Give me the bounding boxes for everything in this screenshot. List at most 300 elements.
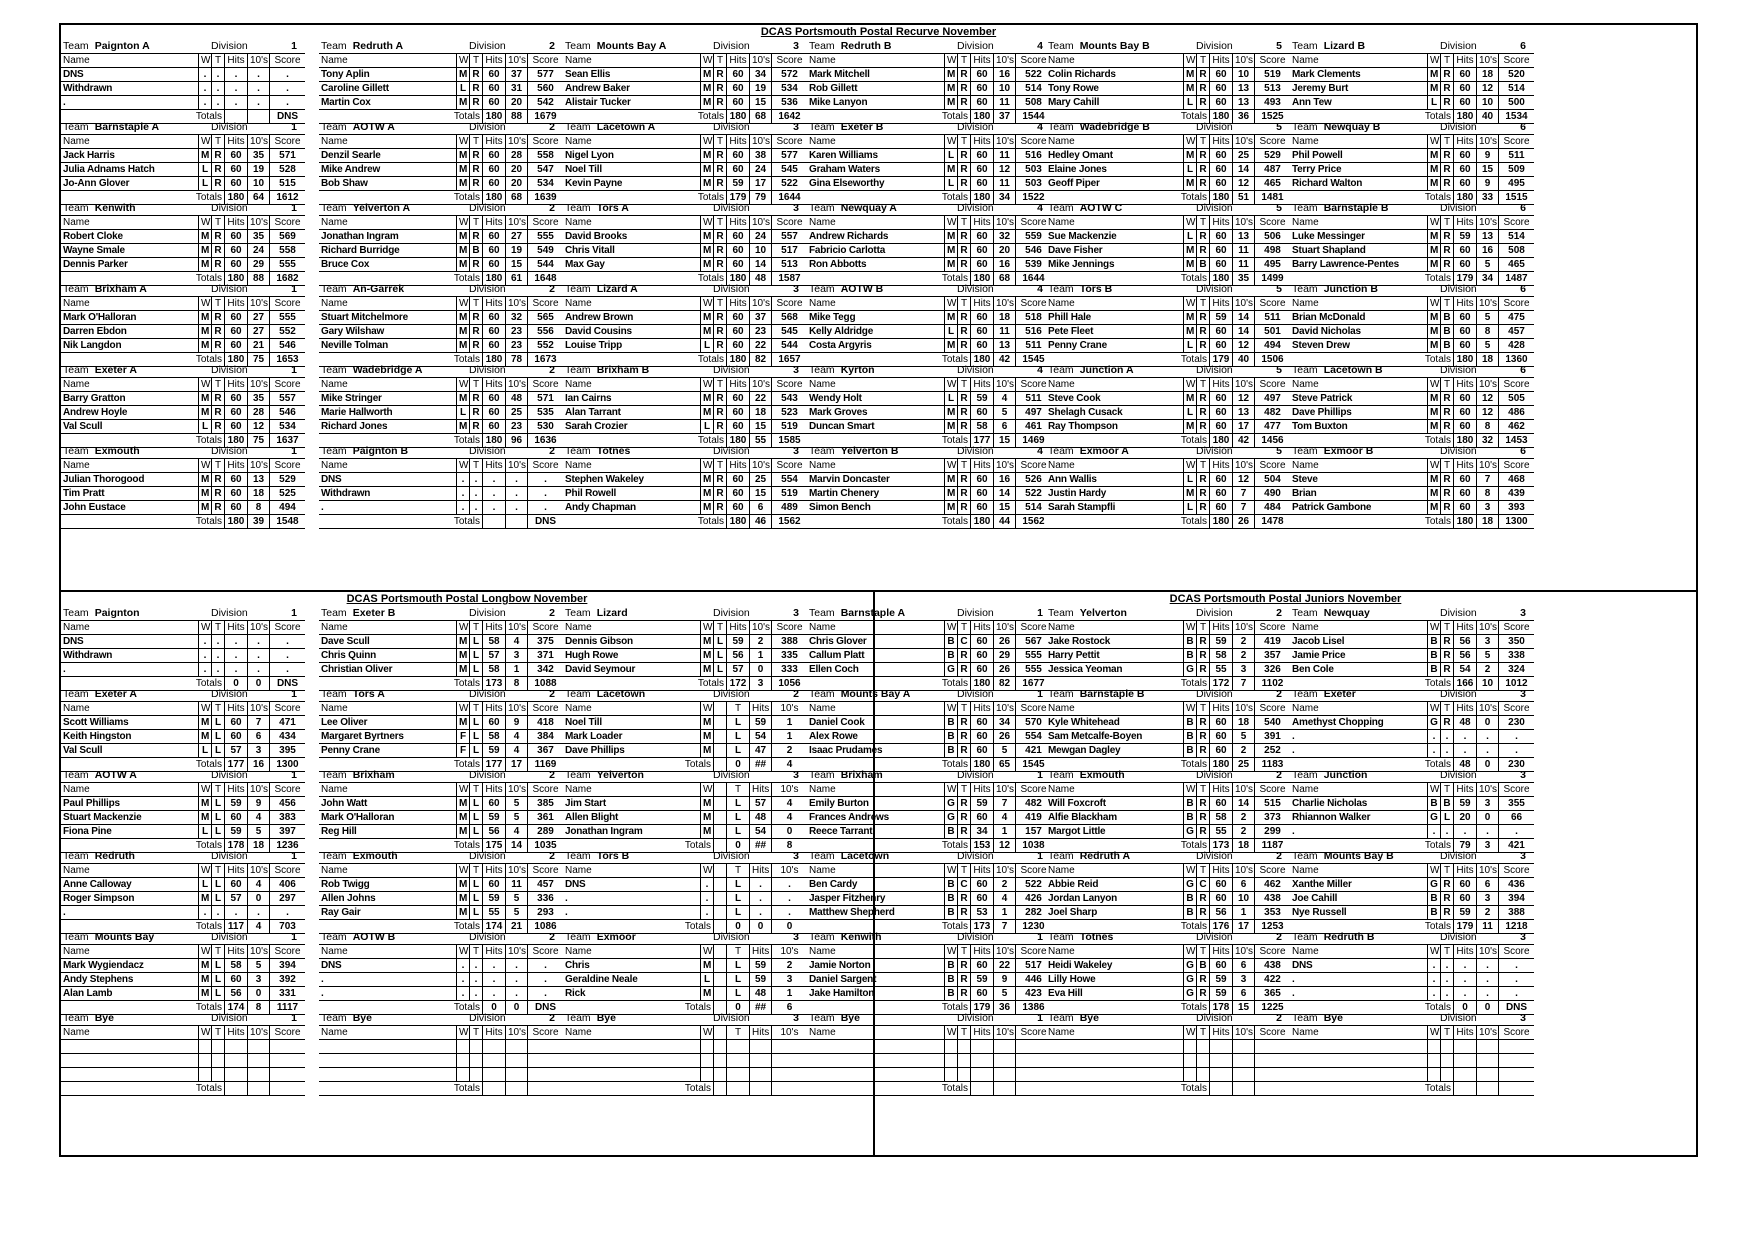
- score-cell: L: [198, 163, 211, 176]
- score-cell: 60: [970, 163, 993, 176]
- total-value: 65: [993, 758, 1015, 771]
- score-cell: G: [1427, 878, 1440, 891]
- score-cell: 60: [482, 96, 505, 109]
- team-score-table: [61, 782, 305, 853]
- score-cell: 59: [970, 973, 993, 986]
- team-header: [1290, 1012, 1534, 1025]
- score-cell: M: [198, 797, 211, 810]
- score-cell: 406: [269, 878, 305, 891]
- score-cell: 59: [1209, 973, 1232, 986]
- team-label: Team: [1292, 607, 1318, 619]
- archer-row: [319, 878, 563, 892]
- total-value: [482, 515, 505, 528]
- score-cell: 572: [771, 68, 807, 81]
- score-cell: [456, 1054, 469, 1067]
- table-header-row: [563, 621, 807, 635]
- team-score-table: [807, 1025, 1051, 1096]
- score-col-header: Score: [269, 783, 305, 796]
- score-cell: 494: [1254, 339, 1290, 352]
- archer-name: .: [321, 974, 324, 985]
- division-number: 2: [1276, 931, 1282, 943]
- archer-row: [807, 473, 1051, 487]
- name-col-header: Name: [565, 136, 592, 147]
- total-value: 180: [726, 434, 749, 447]
- hits-col-header: Hits: [970, 783, 993, 796]
- score-cell: [700, 1054, 713, 1067]
- score-cell: R: [469, 149, 482, 162]
- score-cell: L: [198, 744, 211, 757]
- t-col-header: T: [726, 783, 749, 796]
- archer-name: Chris: [565, 960, 590, 971]
- name-col-header: Name: [1292, 622, 1319, 633]
- score-cell: .: [1440, 959, 1453, 972]
- table-header-row: [563, 378, 807, 392]
- score-cell: [993, 1068, 1015, 1081]
- score-cell: R: [957, 325, 970, 338]
- team-block: [807, 607, 1051, 691]
- archer-name: .: [63, 907, 66, 918]
- total-value: 421: [1498, 839, 1534, 852]
- score-cell: 60: [726, 82, 749, 95]
- score-cell: R: [1440, 149, 1453, 162]
- score-cell: 4: [505, 635, 527, 648]
- t-col-header: T: [713, 378, 726, 391]
- archer-row: [1290, 987, 1534, 1001]
- total-value: [713, 1082, 726, 1095]
- archer-row: [319, 325, 563, 339]
- name-col-header: Name: [1048, 136, 1075, 147]
- team-header: [1290, 607, 1534, 620]
- team-score-table: [1046, 620, 1290, 691]
- score-cell: 23: [749, 325, 771, 338]
- score-cell: 60: [1209, 325, 1232, 338]
- score-cell: 60: [482, 406, 505, 419]
- team-label: Team: [321, 688, 347, 700]
- score-cell: 519: [771, 420, 807, 433]
- total-value: 8: [505, 677, 527, 690]
- total-value: 16: [247, 758, 269, 771]
- score-cell: 21: [247, 339, 269, 352]
- tens-col-header: 10's: [505, 945, 527, 958]
- score-col-header: Score: [1498, 378, 1534, 391]
- team-block: [563, 121, 807, 205]
- total-value: 179: [726, 191, 749, 204]
- score-cell: 419: [1254, 635, 1290, 648]
- team-score-table: [319, 863, 563, 934]
- archer-row: [807, 878, 1051, 892]
- score-cell: 60: [970, 501, 993, 514]
- team-block: [563, 607, 807, 691]
- archer-name: .: [1292, 731, 1295, 742]
- archer-row: [61, 68, 305, 82]
- total-value: 177: [482, 758, 505, 771]
- score-cell: 504: [1254, 473, 1290, 486]
- score-cell: M: [198, 244, 211, 257]
- score-cell: L: [469, 744, 482, 757]
- team-name: Redruth: [94, 850, 135, 862]
- hits-col-header: Hits: [482, 864, 505, 877]
- score-cell: 500: [1498, 96, 1534, 109]
- division-label: Division: [713, 850, 750, 862]
- score-cell: 501: [1254, 325, 1290, 338]
- w-col-header: W: [1183, 1026, 1196, 1039]
- team-name: Exeter A: [94, 364, 137, 376]
- archer-name: Martin Cox: [321, 97, 371, 108]
- table-header-row: [807, 378, 1051, 392]
- name-col-header: Name: [63, 865, 90, 876]
- totals-label: Totals: [1180, 1002, 1207, 1013]
- total-value: 1169: [527, 758, 563, 771]
- score-cell: M: [1427, 325, 1440, 338]
- score-cell: 29: [993, 649, 1015, 662]
- score-cell: R: [469, 230, 482, 243]
- score-cell: .: [211, 82, 224, 95]
- team-score-table: [1046, 782, 1290, 853]
- score-cell: .: [482, 501, 505, 514]
- score-col-header: Score: [1498, 864, 1534, 877]
- archer-name: Tony Rowe: [1048, 83, 1099, 94]
- division-number: 1: [291, 121, 297, 133]
- tens-col-header: 10's: [247, 783, 269, 796]
- archer-name: Julia Adnams Hatch: [63, 164, 155, 175]
- score-cell: 59: [482, 744, 505, 757]
- name-col-header: Name: [321, 703, 348, 714]
- score-cell: 58: [482, 635, 505, 648]
- total-value: 34: [1476, 272, 1498, 285]
- name-col-header: Name: [1292, 1027, 1319, 1038]
- name-col-header: Name: [1292, 460, 1319, 471]
- score-cell: 13: [1232, 96, 1254, 109]
- total-value: 180: [1453, 515, 1476, 528]
- t-col-header: T: [211, 54, 224, 67]
- division-label: Division: [211, 688, 248, 700]
- division-label: Division: [469, 121, 506, 133]
- score-col-header: Score: [269, 54, 305, 67]
- team-score-table: [807, 782, 1051, 853]
- team-name: Brixham A: [94, 283, 147, 295]
- total-value: 1673: [527, 353, 563, 366]
- total-value: 180: [970, 515, 993, 528]
- total-value: 1639: [527, 191, 563, 204]
- t-col-header: T: [957, 621, 970, 634]
- total-value: DNS: [527, 515, 563, 528]
- archer-name: Nye Russell: [1292, 907, 1347, 918]
- score-col-header: Score: [527, 945, 563, 958]
- team-name: Redruth A: [1079, 850, 1131, 862]
- total-value: 15: [993, 434, 1015, 447]
- total-value: 1478: [1254, 515, 1290, 528]
- table-header-row: [61, 1026, 305, 1040]
- team-name: Junction: [1323, 769, 1368, 781]
- score-cell: .: [1498, 973, 1534, 986]
- team-block: [1046, 769, 1290, 853]
- hits-col-header: Hits: [1453, 135, 1476, 148]
- archer-name: Penny Crane: [1048, 340, 1107, 351]
- score-cell: M: [456, 230, 469, 243]
- tens-col-header: 10's: [505, 459, 527, 472]
- team-score-table: [319, 296, 563, 367]
- total-value: DNS: [527, 1001, 563, 1014]
- t-col-header: T: [469, 216, 482, 229]
- archer-row: [61, 487, 305, 501]
- score-cell: R: [211, 501, 224, 514]
- score-cell: 505: [1498, 392, 1534, 405]
- score-cell: 530: [527, 420, 563, 433]
- tens-col-header: 10's: [1476, 864, 1498, 877]
- total-value: 1587: [771, 272, 807, 285]
- archer-row: [61, 825, 305, 839]
- archer-row: [61, 339, 305, 353]
- score-cell: [224, 1054, 247, 1067]
- archer-row: [1046, 68, 1290, 82]
- archer-row: [1290, 744, 1534, 758]
- score-cell: R: [1196, 406, 1209, 419]
- archer-name: Richard Jones: [321, 421, 388, 432]
- total-value: 26: [1232, 515, 1254, 528]
- total-value: 173: [970, 920, 993, 933]
- team-name: Brixham: [352, 769, 395, 781]
- score-cell: 14: [1232, 797, 1254, 810]
- score-cell: 9: [505, 716, 527, 729]
- score-cell: R: [957, 311, 970, 324]
- score-cell: .: [1427, 730, 1440, 743]
- archer-row: [319, 392, 563, 406]
- score-cell: 1: [1232, 906, 1254, 919]
- score-cell: 60: [482, 325, 505, 338]
- w-col-header: W: [456, 378, 469, 391]
- division-number: 3: [793, 364, 799, 376]
- score-cell: R: [1196, 811, 1209, 824]
- score-cell: 508: [1015, 96, 1051, 109]
- score-cell: 34: [749, 68, 771, 81]
- archer-row: [61, 177, 305, 191]
- score-cell: 60: [1209, 163, 1232, 176]
- total-value: 4: [247, 920, 269, 933]
- team-header: [807, 688, 1051, 701]
- score-cell: 27: [247, 311, 269, 324]
- division-number: 2: [1276, 688, 1282, 700]
- score-cell: [1440, 1054, 1453, 1067]
- score-col-header: Score: [771, 459, 807, 472]
- archer-name: Chris Vitall: [565, 245, 615, 256]
- tens-col-header: 10's: [993, 783, 1015, 796]
- score-cell: [1498, 1068, 1534, 1081]
- score-cell: 55: [1209, 825, 1232, 838]
- score-cell: R: [713, 406, 726, 419]
- score-cell: 60: [970, 230, 993, 243]
- score-cell: L: [944, 325, 957, 338]
- team-name: Barnstaple B: [1323, 202, 1389, 214]
- total-value: 1056: [771, 677, 807, 690]
- team-score-table: [1290, 782, 1534, 853]
- name-col-header: Name: [63, 379, 90, 390]
- score-cell: .: [198, 906, 211, 919]
- archer-row: [1046, 811, 1290, 825]
- w-col-header: W: [700, 54, 713, 67]
- score-cell: 60: [1209, 878, 1232, 891]
- totals-label: Totals: [453, 921, 480, 932]
- archer-name: Jeremy Burt: [1292, 83, 1349, 94]
- score-cell: 12: [1476, 392, 1498, 405]
- score-cell: 569: [269, 230, 305, 243]
- score-cell: 60: [970, 959, 993, 972]
- archer-row: [563, 906, 807, 920]
- division-label: Division: [713, 769, 750, 781]
- score-cell: [957, 1054, 970, 1067]
- archer-row: [319, 825, 563, 839]
- score-cell: R: [957, 163, 970, 176]
- total-value: 180: [482, 272, 505, 285]
- score-cell: 8: [1476, 325, 1498, 338]
- totals-label: Totals: [195, 192, 222, 203]
- score-cell: L: [1183, 406, 1196, 419]
- score-cell: [1440, 1040, 1453, 1053]
- total-value: 180: [1453, 353, 1476, 366]
- score-cell: 577: [527, 68, 563, 81]
- score-cell: 5: [1476, 339, 1498, 352]
- score-cell: R: [1196, 716, 1209, 729]
- score-cell: L: [469, 649, 482, 662]
- score-cell: [1196, 1040, 1209, 1053]
- team-score-table: [807, 701, 1051, 772]
- score-cell: 59: [482, 892, 505, 905]
- total-value: 42: [1232, 434, 1254, 447]
- name-col-header: Name: [321, 865, 348, 876]
- score-cell: 59: [749, 716, 771, 729]
- score-cell: L: [944, 177, 957, 190]
- archer-name: Abbie Reid: [1048, 879, 1099, 890]
- archer-row: [1290, 392, 1534, 406]
- table-header-row: [563, 459, 807, 473]
- tens-col-header: 10's: [1476, 297, 1498, 310]
- archer-row: [1290, 716, 1534, 730]
- score-cell: 555: [269, 311, 305, 324]
- score-cell: .: [1427, 959, 1440, 972]
- archer-name: Jamie Norton: [809, 960, 871, 971]
- score-cell: 23: [505, 325, 527, 338]
- total-value: 79: [1453, 839, 1476, 852]
- score-cell: R: [1440, 244, 1453, 257]
- hits-col-header: Hits: [224, 864, 247, 877]
- score-cell: 15: [993, 501, 1015, 514]
- team-header: [61, 364, 305, 377]
- score-cell: 60: [970, 811, 993, 824]
- tens-col-header: 10's: [1232, 621, 1254, 634]
- total-value: 1545: [1015, 353, 1051, 366]
- team-label: Team: [565, 931, 591, 943]
- team-header: [1046, 364, 1290, 377]
- archer-row: [563, 892, 807, 906]
- archer-name: Alistair Tucker: [565, 97, 631, 108]
- score-cell: [456, 1040, 469, 1053]
- table-header-row: [563, 297, 807, 311]
- blank-col-header: [713, 864, 726, 877]
- team-header: [319, 1012, 563, 1025]
- archer-row: [1046, 311, 1290, 325]
- total-value: 1453: [1498, 434, 1534, 447]
- w-col-header: W: [456, 864, 469, 877]
- score-cell: R: [1196, 420, 1209, 433]
- t-col-header: T: [1440, 216, 1453, 229]
- archer-name: Stuart Mackenzie: [63, 812, 142, 823]
- score-cell: .: [505, 987, 527, 1000]
- table-header-row: [807, 621, 1051, 635]
- total-value: 180: [482, 434, 505, 447]
- score-cell: M: [1183, 177, 1196, 190]
- score-cell: 60: [1209, 406, 1232, 419]
- score-cell: 5: [247, 959, 269, 972]
- score-cell: 7: [1232, 487, 1254, 500]
- score-col-header: Score: [1015, 216, 1051, 229]
- archer-row: [1046, 473, 1290, 487]
- total-value: 75: [247, 353, 269, 366]
- division-label: Division: [1440, 850, 1477, 862]
- team-label: Team: [565, 283, 591, 295]
- table-header-row: [563, 54, 807, 68]
- w-col-header: W: [700, 945, 713, 958]
- table-header-row: [61, 135, 305, 149]
- score-cell: B: [1196, 258, 1209, 271]
- w-col-header: W: [1427, 378, 1440, 391]
- score-cell: R: [1196, 906, 1209, 919]
- w-col-header: W: [456, 135, 469, 148]
- archer-name: [563, 1040, 700, 1053]
- score-cell: 60: [224, 244, 247, 257]
- archer-row: [61, 244, 305, 258]
- score-cell: 16: [993, 473, 1015, 486]
- team-name: Lizard A: [596, 283, 638, 295]
- team-header: [1290, 445, 1534, 458]
- score-cell: L: [469, 825, 482, 838]
- hits-col-header: Hits: [1209, 945, 1232, 958]
- score-cell: 23: [505, 339, 527, 352]
- team-name: Bye: [840, 1012, 860, 1024]
- score-col-header: Score: [1015, 783, 1051, 796]
- division-number: 3: [793, 283, 799, 295]
- team-label: Team: [1292, 850, 1318, 862]
- score-cell: .: [469, 473, 482, 486]
- archer-name: .: [565, 893, 568, 904]
- score-cell: 495: [1254, 258, 1290, 271]
- score-cell: 60: [970, 487, 993, 500]
- score-cell: R: [1440, 68, 1453, 81]
- score-col-header: Score: [1015, 621, 1051, 634]
- t-col-header: T: [713, 135, 726, 148]
- archer-name: [1046, 1068, 1183, 1081]
- team-block: [1046, 364, 1290, 448]
- archer-name: Paul Phillips: [63, 798, 120, 809]
- team-header: [563, 283, 807, 296]
- score-cell: R: [957, 392, 970, 405]
- score-cell: .: [527, 487, 563, 500]
- score-cell: 367: [527, 744, 563, 757]
- score-cell: R: [1196, 82, 1209, 95]
- team-label: Team: [809, 931, 835, 943]
- score-cell: [713, 797, 726, 810]
- score-col-header: Score: [771, 135, 807, 148]
- score-cell: 5: [505, 906, 527, 919]
- table-header-row: [1046, 621, 1290, 635]
- team-block: [1046, 445, 1290, 529]
- w-col-header: W: [198, 945, 211, 958]
- score-cell: 552: [269, 325, 305, 338]
- totals-label: Totals: [453, 435, 480, 446]
- score-cell: 3: [771, 973, 807, 986]
- score-cell: .: [1440, 730, 1453, 743]
- archer-row: [1046, 959, 1290, 973]
- score-cell: 60: [1453, 473, 1476, 486]
- score-cell: L: [726, 744, 749, 757]
